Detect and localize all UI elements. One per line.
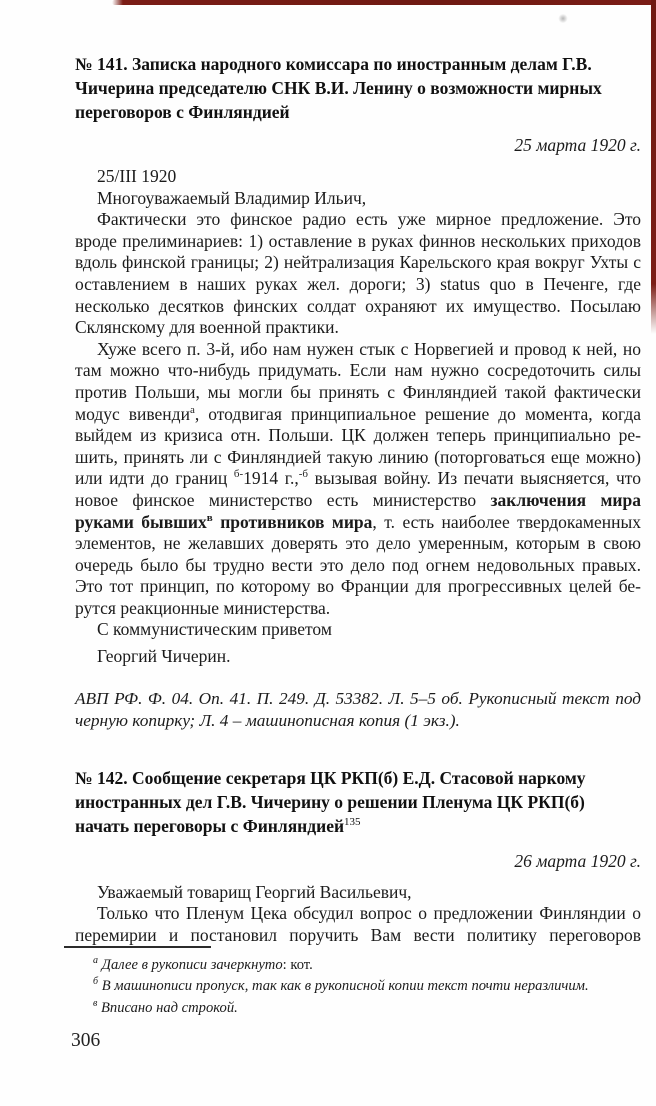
doc-142-paragraph-1: Только что Пленум Цека обсудил вопрос о предложении Финляндии о перемирии и постановил поручить Вам вести политику переговоров [75,903,641,945]
doc-142-salutation: Уважаемый товарищ Георгий Васильевич, [97,881,412,902]
footnote-a-marker: а [93,955,98,967]
scan-speck [558,14,568,23]
doc-141-signature: Георгий Чичерин. [97,646,231,667]
footnote-list [64,955,630,1019]
footnote-b [93,976,630,997]
paragraph-text-run-bold: заключения мира руками бывших [75,489,641,532]
footnote-separator-rule [64,946,211,948]
scan-edge-mark-right [651,0,656,334]
doc-141-dateline: 25/III 1920 [97,166,177,186]
footnote-v-marker: в [93,997,98,1009]
footnote-b-text: В машинописи пропуск, так как в рукописной копии текст почти неразличим. [101,978,589,995]
heading-text: № 142. Сообщение секретаря ЦК РКП(б) Е.Д. Стасовой наркому иностранных дел Г.В. Чичерину о решении Пленума ЦК РКП(б) начать переговоры с Финляндией [75,767,586,836]
doc-142-body [75,882,641,947]
footnote-marker-b-close-ref: -б [298,468,309,481]
footnotes-section [64,946,630,1019]
paragraph-text-run: , т. есть наиболее твердокаменных элементов, не желавших доверять это дело умеренным, которым в свою очередь было бы трудно вести это дело под огнем недовольных правых. Это тот принцип, по которому во Франции для прогрессивных целей берутся реакционные министерства. [75,511,642,618]
doc-141-closing: С коммунистическим приветом [97,619,332,640]
footnote-marker-b-open-ref: б- [233,468,244,481]
footnote-a-text-roman: : кот. [282,957,313,973]
doc-141-body [75,166,641,668]
doc-141-salutation: Многоуважаемый Владимир Ильич, [97,187,367,208]
paragraph-text-run: 1914 г., [243,468,299,489]
paragraph-text-run: Хуже всего п. 3-й, ибо нам нужен стык с Норвегией и провод к ней, но там можно что-нибудь придумать. Если нам нужно сосредоточить силы против Польши, мы могли бы принять с Финляндией такой фактически модус вивенди [75,338,641,424]
footnote-v-text: Вписано над строкой. [101,999,238,1016]
footnote-v [93,997,630,1019]
page-content [75,52,641,946]
paragraph-text-run-bold: противников мира [212,511,373,532]
footnote-a-text: Далее в рукописи зачеркнуто [101,957,283,973]
footnote-a [93,955,630,976]
paragraph-text-run: , отодвигая принципиальное решение до момента, когда выйдем из кризиса отн. Польши. ЦК должен теперь принципиально решить, принять ли с Финляндией такую линию (поторговаться еще можно) или идти до границ [75,403,641,489]
doc-141-archive-reference: АВП РФ. Ф. 04. Оп. 41. П. 249. Д. 53382. Л. 5–5 об. Рукописный текст под черную копирку; Л. 4 – машинописная копия (1 экз.). [75,688,641,731]
endnote-marker-135-ref: 135 [344,815,361,828]
doc-141-paragraph-2 [75,339,641,620]
doc-141-heading: № 141. Записка народного комиссара по иностранным делам Г.В. Чичерина председателю СНК В.И. Ленину о возможности мирных переговоров с Финляндией [75,54,602,122]
page-number: 306 [71,1030,101,1051]
paragraph-text-run: вызывая войну. Из печати выясняется, что новое финское министерство есть министерство [75,468,641,510]
doc-141-paragraph-1: Фактически это финское радио есть уже мирное предложение. Это вроде прелиминариев: 1) оставление в руках финнов нескольких приходов вдоль финской границы; 2) нейтрализация Карельского края вокруг Ухты с оставлением в наших руках жел. дороги; 3) status quo в Печенге, где несколько десятков финских солдат охраняют их имущество. Посылаю Склянскому для военной практики. [75,209,641,338]
doc-142-heading [75,766,623,838]
footnote-marker-a-ref: а [189,403,195,416]
doc-141-date: 25 марта 1920 г. [514,135,641,155]
doc-142-date: 26 марта 1920 г. [514,850,641,871]
footnote-marker-v-ref: в [206,511,213,524]
footnote-b-marker: б [93,976,99,988]
scan-edge-mark-top [112,0,656,5]
